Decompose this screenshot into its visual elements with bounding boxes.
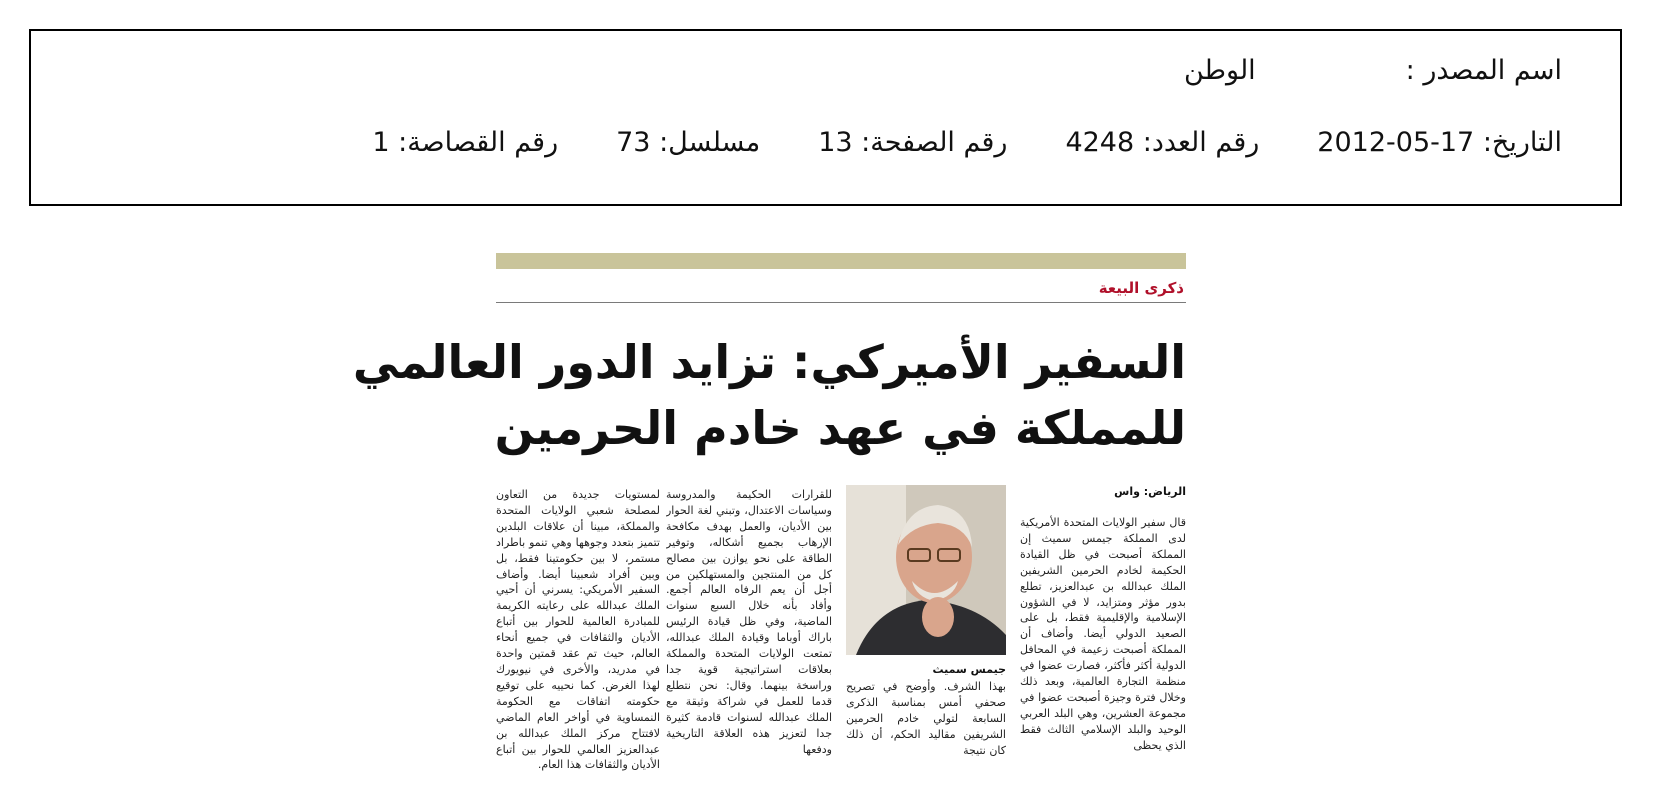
source-value: الوطن — [1183, 55, 1256, 86]
source-label: اسم المصدر : — [1405, 55, 1562, 86]
section-divider — [496, 302, 1186, 303]
issue-number-field: رقم العدد: 4248 — [1065, 127, 1260, 158]
photo-caption: جيمس سميث — [932, 663, 1006, 676]
clip-number-field: رقم القصاصة: 1 — [372, 127, 559, 158]
headline — [352, 329, 1186, 461]
article-column-3 — [666, 487, 832, 777]
page-number-field: رقم الصفحة: 13 — [818, 127, 1008, 158]
article-column-2 — [846, 487, 1006, 777]
source-row — [1184, 55, 1562, 86]
newspaper-clipping — [352, 253, 1186, 793]
column-4-text: لمستويات جديدة من التعاون لمصلحة شعبي الولايات المتحدة والمملكة، مبينا أن علاقات البلدين تتميز بتعدد وجوهها وهي تنمو باطراد مستمر، لا بين حكومتينا فقط، بل وبين أفراد شعبينا أيضا. وأضاف السفير الأمريكي: يسرني أن أحيي الملك عبدالله على رعايته الكريمة للمبادرة العالمية للحوار بين أتباع الأديان والثقافات في جميع أنحاء العالم، حيث تم عقد قمتين واحدة في مدريد، والأخرى في نيويورك لهذا الغرض. كما نحييه على توقيع حكومته اتفاقات مع الحكومة النمساوية في أواخر العام الماضي لافتتاح مركز الملك عبدالله بن عبدالعزيز العالمي للحوار بين أتباع الأديان والثقافات هذا العام. — [496, 488, 660, 772]
serial-field: مسلسل: 73 — [616, 127, 761, 158]
headline-line-2: للمملكة في عهد خادم الحرمين — [494, 401, 1186, 455]
article-column-1 — [1020, 487, 1186, 777]
details-row — [372, 127, 1562, 158]
column-3-text: للقرارات الحكيمة والمدروسة وسياسات الاعتدال، وتبني لغة الحوار بين الأديان، والعمل بهدف مكافحة الإرهاب بجميع أشكاله، وتوفير الطاقة على نحو يوازن بين مصالح كل من المنتجين والمستهلكين من أجل أن يعم الرفاه العالم أجمع. وأفاد بأنه خلال السبع سنوات الماضية، وفي ظل قيادة الرئيس باراك أوباما وقيادة الملك عبدالله، تمتعت الولايات المتحدة والمملكة بعلاقات استراتيجية قوية جدا وراسخة بينهما. وقال: نحن نتطلع قدما للعمل في شراكة وثيقة مع الملك عبدالله لسنوات قادمة كثيرة جدا لتعزيز هذه العلاقة التاريخية ودفعها — [666, 488, 832, 756]
section-label: ذكرى البيعة — [1098, 279, 1184, 297]
date-field: التاريخ: 17-05-2012 — [1317, 127, 1562, 158]
column-1-text: قال سفير الولايات المتحدة الأمريكية لدى المملكة جيمس سميث إن المملكة أصبحت في ظل القيادة الحكيمة لخادم الحرمين الشريفين الملك عبدالله بن عبدالعزيز، تطلع بدور مؤثر ومتزايد، لا في الشؤون الإسلامية والإقليمية فقط، بل على الصعيد الدولي أيضا. وأضاف أن المملكة أصبحت زعيمة في المحافل الدولية أكثر فأكثر، فصارت عضوا في منظمة التجارة العالمية، وبعد ذلك وخلال فترة وجيزة أصبحت عضوا في مجموعة العشرين، وهي البلد العربي الوحيد والبلد الإسلامي الثالث فقط الذي يحظى — [1020, 516, 1186, 752]
clipping-metadata-box — [29, 29, 1622, 206]
column-2-text: بهذا الشرف. وأوضح في تصريح صحفي أمس بمناسبة الذكرى السابعة لتولي خادم الحرمين الشريفين مقاليد الحكم، أن ذلك كان نتيجة — [846, 680, 1006, 757]
header-bar — [496, 253, 1186, 269]
dateline: الرياض: واس — [1114, 485, 1186, 498]
article-column-4 — [496, 487, 660, 777]
headline-line-1: السفير الأميركي: تزايد الدور العالمي — [352, 335, 1186, 389]
